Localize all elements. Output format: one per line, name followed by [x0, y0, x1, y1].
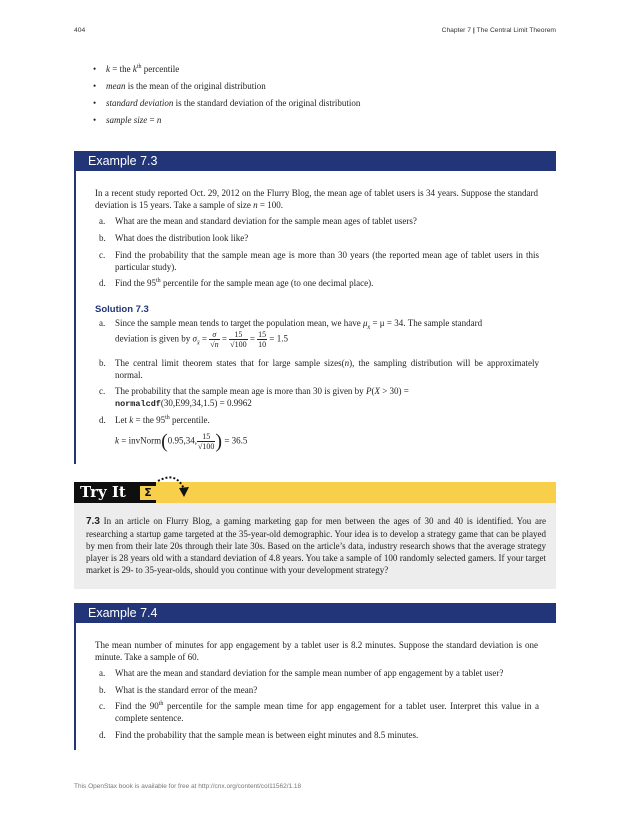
item-text-part: percentile for the sample mean age (to one decimal place). — [160, 278, 374, 288]
bullet-k — [93, 61, 360, 78]
var-k: k — [132, 64, 137, 74]
bullet-text: is the mean of the original distribution — [125, 81, 266, 91]
var-k: k — [129, 415, 134, 425]
item-text — [115, 278, 539, 290]
solution-text: deviation is given by — [115, 333, 193, 344]
chapter-prefix: Chapter 7 — [441, 27, 471, 34]
bullet-text: percentile — [141, 64, 180, 74]
item-label: a. — [99, 318, 106, 328]
intro-text: = 100. — [257, 200, 283, 210]
var-p: P — [365, 386, 372, 396]
item-label: b. — [99, 233, 106, 243]
question-a — [99, 216, 539, 228]
bullet-mean — [93, 78, 360, 95]
solution-text: (30,E99,34,1.5) = 0.9962 — [160, 397, 252, 408]
fraction-sigma-root-n — [209, 330, 219, 349]
solution-text: ), the sampling distribution will be approximately normal. — [115, 358, 539, 380]
item-label: d. — [99, 415, 106, 425]
superscript: th — [156, 278, 161, 284]
question-d — [99, 730, 539, 742]
solution-7-3-title: Solution 7.3 — [95, 304, 149, 315]
item-text-part: Find the 90 — [115, 701, 159, 711]
problem-number: 7.3 — [86, 516, 100, 527]
example-7-4-title: Example 7.4 — [74, 603, 556, 623]
item-text — [115, 701, 539, 724]
question-a — [99, 668, 539, 680]
solution-d — [99, 415, 539, 451]
example-7-3-title: Example 7.3 — [74, 151, 556, 171]
intro-text: In a recent study reported Oct. 29, 2012 on the Flurry Blog, the mean age of tablet users is 34 years. Suppose the standard deviation is 15 years. Take a sample of size — [95, 188, 538, 210]
try-it-label: Try It — [80, 483, 126, 501]
chapter-title: The Central Limit Theorem — [476, 27, 556, 34]
solution-text: = the 95 — [133, 415, 166, 425]
superscript: th — [165, 415, 170, 421]
solution-text: percentile. — [169, 415, 210, 425]
fraction-15-root-100 — [197, 432, 215, 451]
item-text: What is the standard error of the mean? — [115, 685, 258, 695]
result: = 1.5 — [267, 333, 288, 344]
solution-text: > 30) = — [379, 386, 409, 396]
item-label: d. — [99, 278, 106, 288]
solution-b-text — [115, 358, 539, 381]
problem-text: In an article on Flurry Blog, a gaming marketing gap for men between the ages of 30 and 40 is identified. You are researching a startup game targeted at the 35-year-old demographic. Your idea is to develop a strategy game that can be played by men from their late 20s through their late 30s. Based on the article’s data, industry research shows that the average strategy player is 28 years old with a standard deviation of 4.8 years. You take a sample of 100 randomly selected gamers. If your target market is 29- to 35-year-olds, should you continue with your development strategy? — [86, 516, 546, 575]
bullet-text: is the standard deviation of the original distribution — [173, 98, 361, 108]
frac-den: 10 — [258, 339, 267, 349]
question-b — [99, 685, 539, 697]
question-d — [99, 278, 539, 290]
superscript: th — [158, 701, 164, 707]
item-label: a. — [99, 216, 106, 226]
bullet-sample-size — [93, 112, 360, 129]
solution-c — [99, 386, 539, 410]
try-it-problem — [86, 515, 546, 576]
solution-text: Since the sample mean tends to target the population mean, we have — [115, 318, 364, 328]
chapter-separator: | — [470, 27, 477, 34]
var-k: k — [106, 64, 110, 74]
example-7-4-intro: The mean number of minutes for app engagement by a tablet user is 8.2 minutes. Suppose the standard deviation is one minute. Take a sample of 60. — [95, 640, 538, 662]
item-text-part: percentile for the sample mean time for app engagement for a tablet user. Interpret this value in a complete sentence. — [115, 701, 539, 723]
item-label: c. — [99, 250, 106, 260]
solution-a-text: Since the sample mean tends to target the population mean, we have $\mu_{x̄} = \mu = 34$. The sample standard deviation is given by $\sigma_{x̄}$ = $\frac{\sigma}{√n}$ = $\frac{15}{√100}$ = $\frac{15}{10}$ = 1.5 — [115, 318, 483, 349]
var-k: k — [115, 435, 119, 446]
footer-text: This OpenStax book is available for free at http://cnx.org/content/col11562/1.18 — [74, 783, 302, 790]
frac-num: 15 — [197, 432, 215, 442]
superscript: th — [136, 64, 142, 70]
item-label: b. — [99, 685, 106, 695]
sigma-icon: Σ — [140, 486, 156, 500]
solution-d-text — [115, 415, 539, 451]
frac-num: 15 — [229, 330, 247, 340]
fraction-15-10 — [257, 330, 267, 349]
term: standard deviation — [106, 98, 174, 108]
item-text-part: Find the 95 — [115, 278, 157, 288]
question-c — [99, 701, 539, 724]
example-left-border — [74, 623, 76, 750]
item-label: a. — [99, 668, 106, 678]
calculator-function: normalcdf — [115, 398, 161, 409]
example-left-border — [74, 171, 76, 464]
paren-close: ) — [215, 430, 223, 452]
frac-den: √100 — [198, 441, 215, 451]
invnorm-line — [115, 432, 247, 451]
solution-text: Let — [115, 415, 130, 425]
page-number: 404 — [74, 27, 86, 34]
question-b — [99, 233, 539, 245]
solution-text: = invNorm — [119, 435, 162, 446]
term: sample size — [106, 115, 148, 125]
item-label: c. — [99, 386, 106, 396]
item-label: c. — [99, 701, 106, 711]
term: mean — [106, 81, 126, 91]
var-n: n — [344, 358, 350, 368]
question-c — [99, 250, 539, 273]
solution-a — [99, 318, 539, 349]
solution-text: The probability that the sample mean age is more than 30 is given by — [115, 386, 366, 396]
example-7-3-intro — [95, 187, 538, 211]
frac-num: σ — [209, 330, 219, 340]
item-text: What are the mean and standard deviation for the sample mean ages of tablet users? — [115, 216, 417, 226]
bullet-text: = the — [110, 64, 133, 74]
item-text: Find the probability that the sample mean is between eight minutes and 8.5 minutes. — [115, 730, 419, 740]
solution-c-text — [115, 386, 539, 410]
symbol-mu: μ — [363, 318, 368, 328]
chapter-header — [442, 27, 556, 34]
equals: = — [199, 333, 210, 344]
solution-text: 0.95,34, — [167, 435, 197, 446]
fraction-15-root-100 — [229, 330, 247, 349]
frac-den: √n — [210, 339, 219, 349]
var-n: n — [253, 200, 258, 210]
item-text: Find the probability that the sample mean age is more than 30 years (the reported mean age of tablet users in this particular study). — [115, 250, 539, 272]
bullet-sd — [93, 95, 360, 112]
dotted-arrow-icon — [154, 473, 194, 501]
subscript-xbar: x̄ — [196, 339, 200, 346]
result: = 36.5 — [222, 435, 248, 446]
item-label: b. — [99, 358, 106, 368]
frac-num: 15 — [258, 329, 267, 339]
var-n: n — [156, 115, 162, 125]
definition-list — [93, 61, 360, 129]
bullet-text: = — [147, 115, 157, 125]
frac-den: √100 — [230, 339, 247, 349]
subscript-xbar: x̄ — [367, 324, 371, 331]
item-label: d. — [99, 730, 106, 740]
solution-text: ( — [371, 386, 375, 396]
item-text: What are the mean and standard deviation for the sample mean number of app engagement by a tablet user? — [115, 668, 504, 678]
solution-text: = μ = 34. The sample standard — [370, 318, 483, 328]
paren-open: ( — [161, 430, 168, 452]
symbol-sigma: σ — [192, 333, 197, 344]
solution-b — [99, 358, 539, 381]
var-x: X — [374, 386, 380, 396]
item-text: What does the distribution look like? — [115, 233, 249, 243]
solution-text: The central limit theorem states that for large sample sizes( — [115, 358, 345, 368]
